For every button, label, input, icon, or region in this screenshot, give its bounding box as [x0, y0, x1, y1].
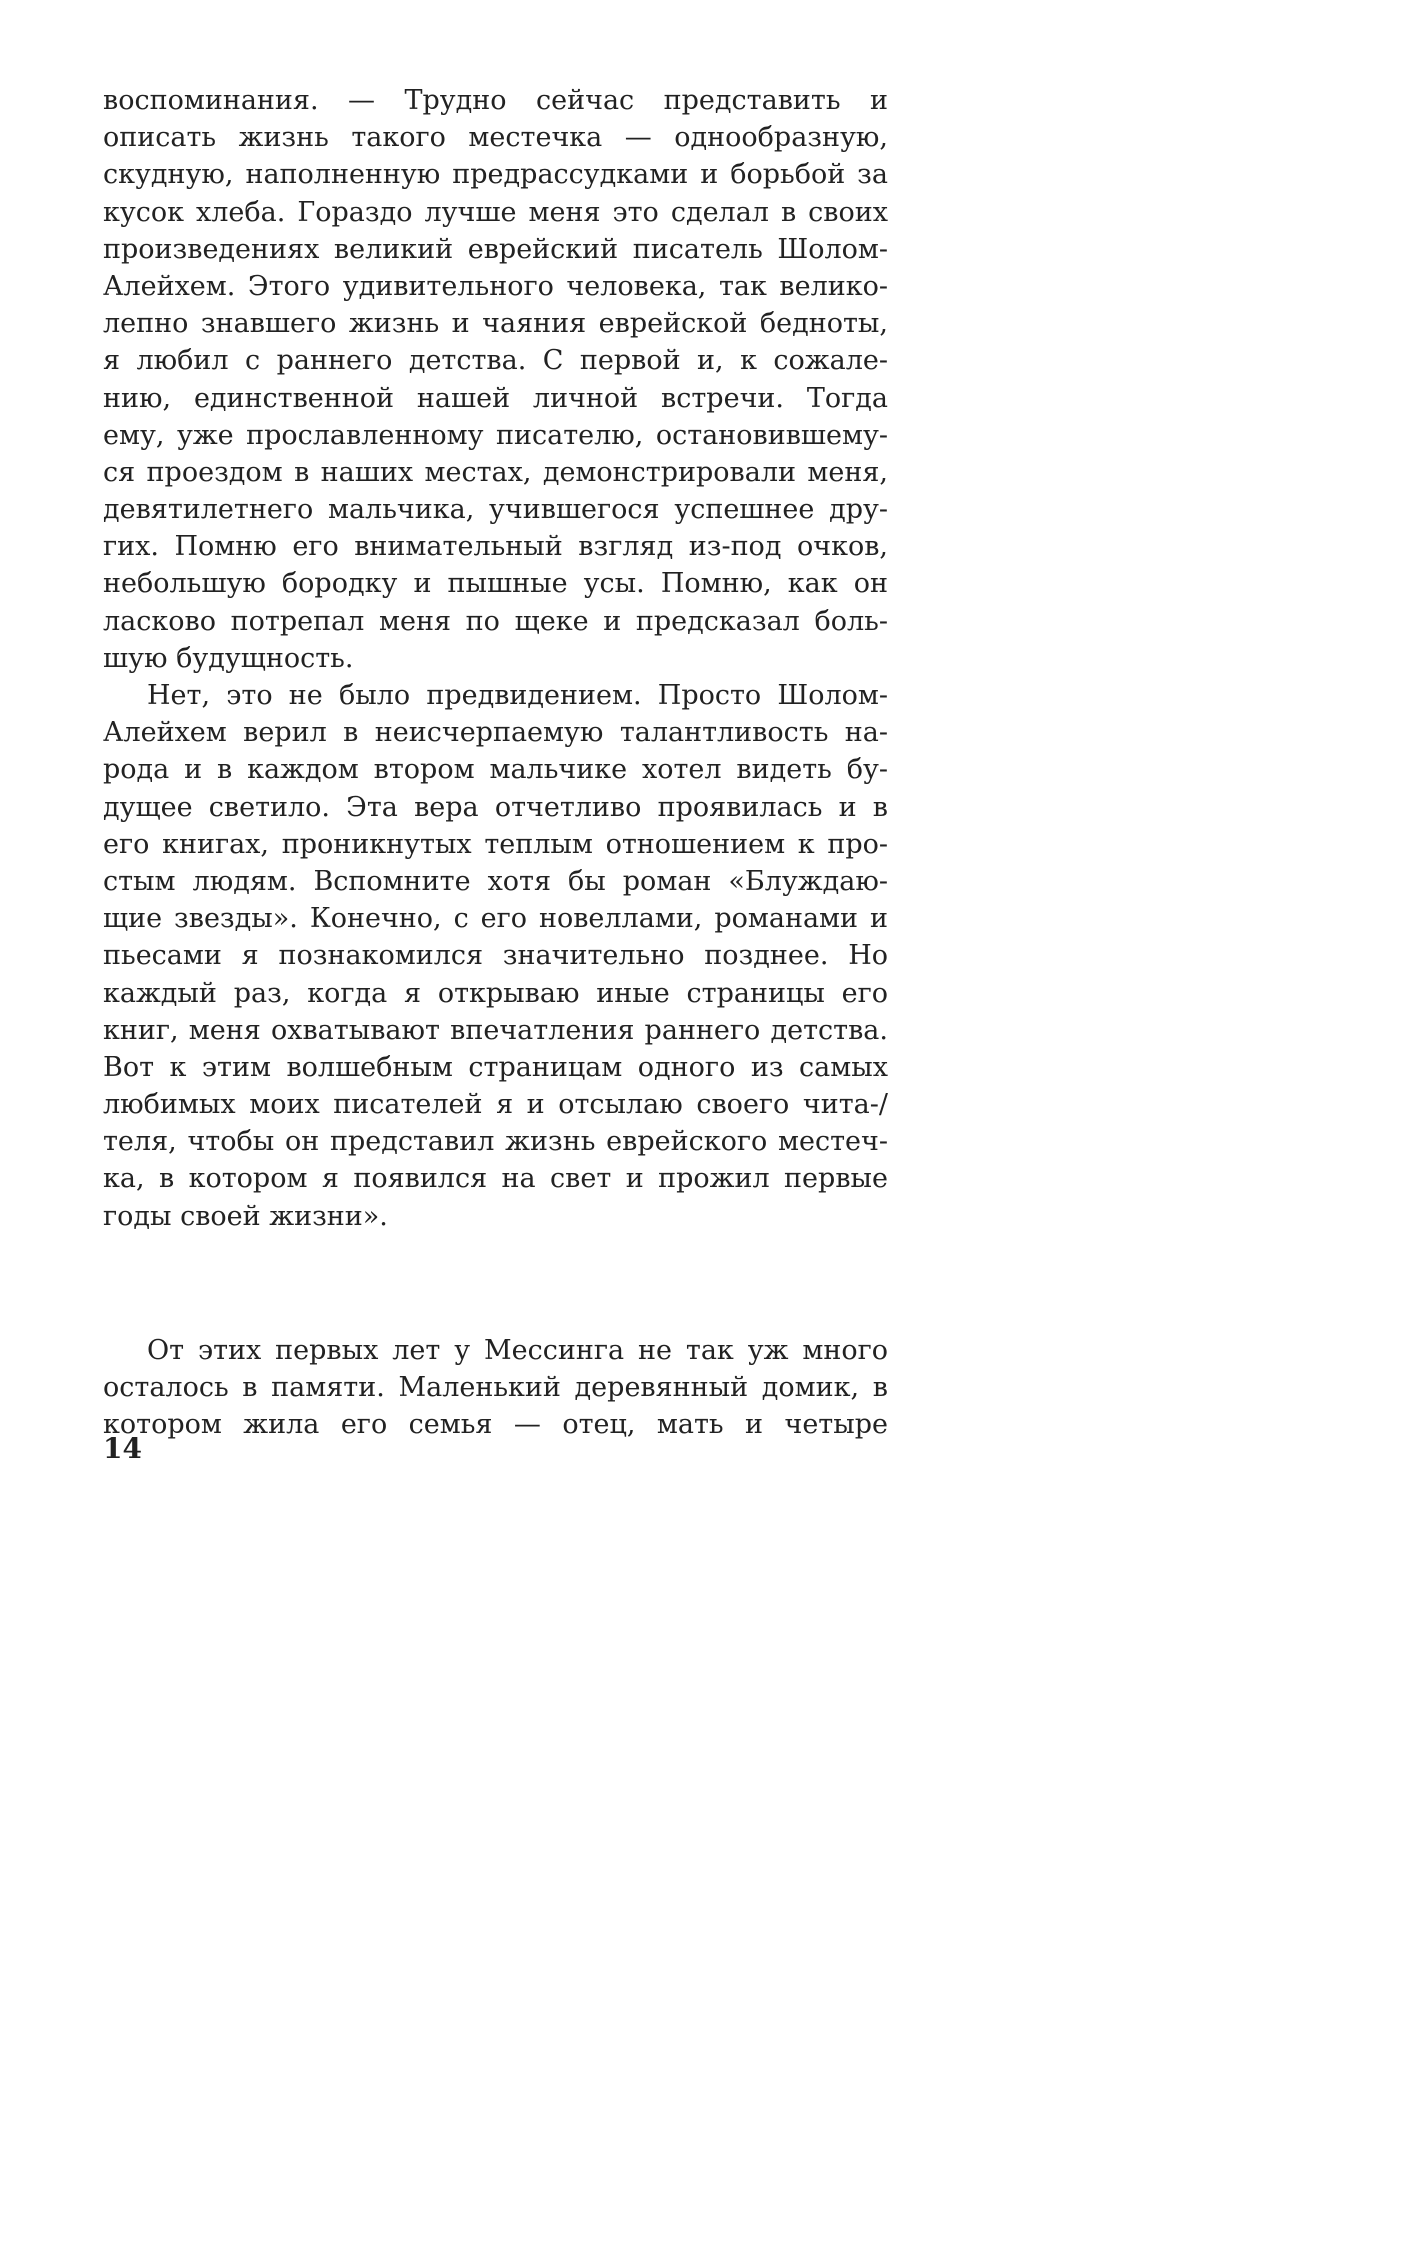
text-line: небольшую бородку и пышные усы. Помню, как он: [103, 568, 888, 600]
text-line: девятилетнего мальчика, учившегося успешнее дру-: [103, 494, 888, 526]
text-line: книг, меня охватывают впечатления раннего детства.: [103, 1014, 888, 1046]
text-line: кусок хлеба. Гораздо лучше меня это сделал в своих: [103, 196, 888, 228]
paragraph-3: [103, 1332, 888, 1444]
text-line: ему, уже прославленному писателю, остановившему-: [103, 419, 888, 451]
text-line: воспоминания. — Трудно сейчас представить и: [103, 85, 888, 116]
text-line: Вот к этим волшебным страницам одного из самых: [103, 1051, 888, 1083]
text-line: пьесами я познакомился значительно позднее. Но: [103, 940, 888, 972]
text-line: Алейхем. Этого удивительного человека, так велико-: [103, 270, 888, 302]
text-line: ка, в котором я появился на свет и прожил первые: [103, 1163, 888, 1195]
page-number: 14: [103, 1432, 142, 1465]
text-line: я любил с раннего детства. С первой и, к сожале-: [103, 345, 888, 377]
text-line: ласково потрепал меня по щеке и предсказал боль-: [103, 605, 888, 637]
text-line: каждый раз, когда я открываю иные страницы его: [103, 977, 888, 1009]
text-line: рода и в каждом втором мальчике хотел видеть бу-: [103, 754, 888, 786]
text-line: От этих первых лет у Мессинга не так уж много: [147, 1334, 888, 1366]
paragraph-1: [103, 82, 888, 677]
text-line: произведениях великий еврейский писатель Шолом-: [103, 233, 888, 265]
text-line: скудную, наполненную предрассудками и борьбой за: [103, 159, 888, 191]
text-line: котором жила его семья — отец, мать и четыре: [103, 1409, 888, 1441]
paragraph-2: [103, 677, 888, 1235]
text-line: нию, единственной нашей личной встречи. Тогда: [103, 382, 888, 414]
text-line: стым людям. Вспомните хотя бы роман «Блуждаю-: [103, 865, 888, 897]
text-line: шую будущность.: [103, 642, 354, 674]
text-line: теля, чтобы он представил жизнь еврейского местеч-: [103, 1126, 888, 1158]
text-line: Алейхем верил в неисчерпаемую талантливость на-: [103, 717, 888, 749]
text-line: описать жизнь такого местечка — однообразную,: [103, 122, 888, 154]
text-line: ся проездом в наших местах, демонстрировали меня,: [103, 456, 888, 488]
text-line: его книгах, проникнутых теплым отношением к про-: [103, 828, 888, 860]
text-line: гих. Помню его внимательный взгляд из-под очков,: [103, 531, 888, 563]
text-line: лепно знавшего жизнь и чаяния еврейской бедноты,: [103, 308, 888, 340]
text-line: любимых моих писателей я и отсылаю своего чита-/: [103, 1089, 888, 1121]
book-page-text: [103, 82, 888, 1443]
text-line: дущее светило. Эта вера отчетливо проявилась и в: [103, 791, 888, 823]
text-line: осталось в памяти. Маленький деревянный домик, в: [103, 1372, 888, 1403]
text-line: Нет, это не было предвидением. Просто Шолом-: [147, 680, 888, 711]
text-line: годы своей жизни».: [103, 1200, 388, 1232]
text-line: щие звезды». Конечно, с его новеллами, романами и: [103, 903, 888, 935]
